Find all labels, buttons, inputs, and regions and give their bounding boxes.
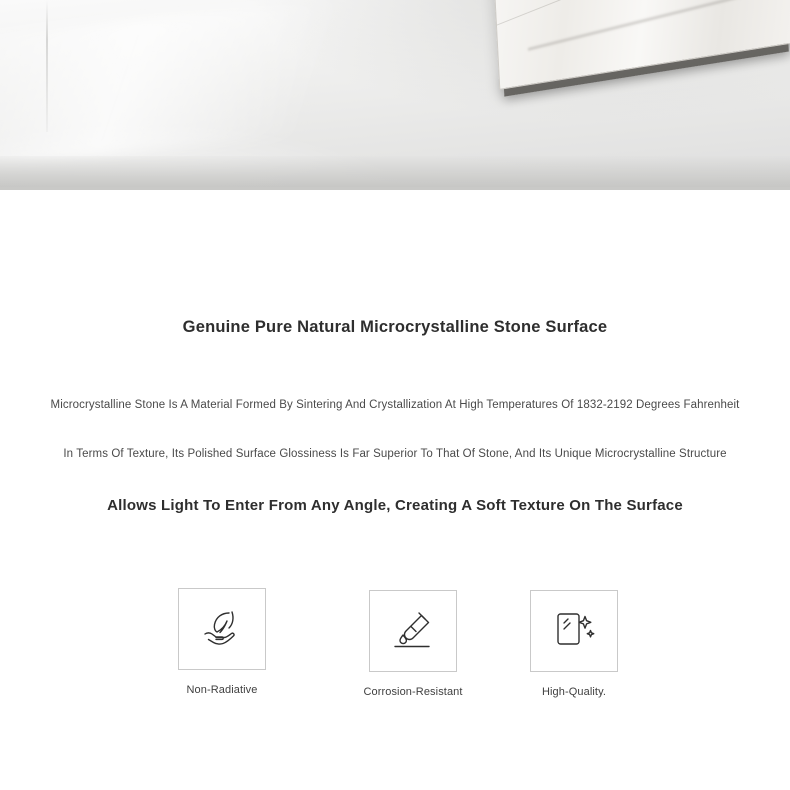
section-subtitle: Allows Light To Enter From Any Angle, Creating A Soft Texture On The Surface: [107, 497, 683, 514]
feature-label: Non-Radiative: [186, 684, 258, 696]
feature-item-high-quality: [494, 590, 654, 698]
feature-icon-frame: [530, 590, 618, 672]
shining-panel-icon: [551, 608, 597, 655]
feature-icon-frame: [178, 588, 266, 670]
marble-vein: [528, 0, 790, 50]
page-title: Genuine Pure Natural Microcrystalline Stone Surface: [182, 318, 608, 336]
feature-list: [0, 588, 790, 718]
feature-item-non-radiative: [142, 588, 302, 696]
hand-holding-leaf-icon: [199, 607, 245, 652]
content-section: [0, 190, 790, 790]
feature-item-corrosion-resistant: [333, 590, 493, 698]
feature-label: Corrosion-Resistant: [363, 686, 463, 698]
feature-label: High-Quality.: [541, 686, 607, 698]
hero-image: [0, 0, 790, 190]
body-paragraph-2: In Terms Of Texture, Its Polished Surface Glossiness Is Far Superior To That Of Stone, And Its Unique Microcrystalline Structure: [63, 448, 727, 460]
hero-wall-panel-edge: [46, 0, 48, 132]
hero-floor: [0, 156, 790, 190]
feature-icon-frame: [369, 590, 457, 672]
test-tube-droplet-icon: [391, 608, 435, 655]
marble-vein: [492, 0, 790, 4]
body-paragraph-1: Microcrystalline Stone Is A Material Formed By Sintering And Crystallization At High Temperatures Of 1832-2192 Degrees Fahrenheit: [50, 399, 740, 411]
marble-vein: [492, 0, 790, 37]
